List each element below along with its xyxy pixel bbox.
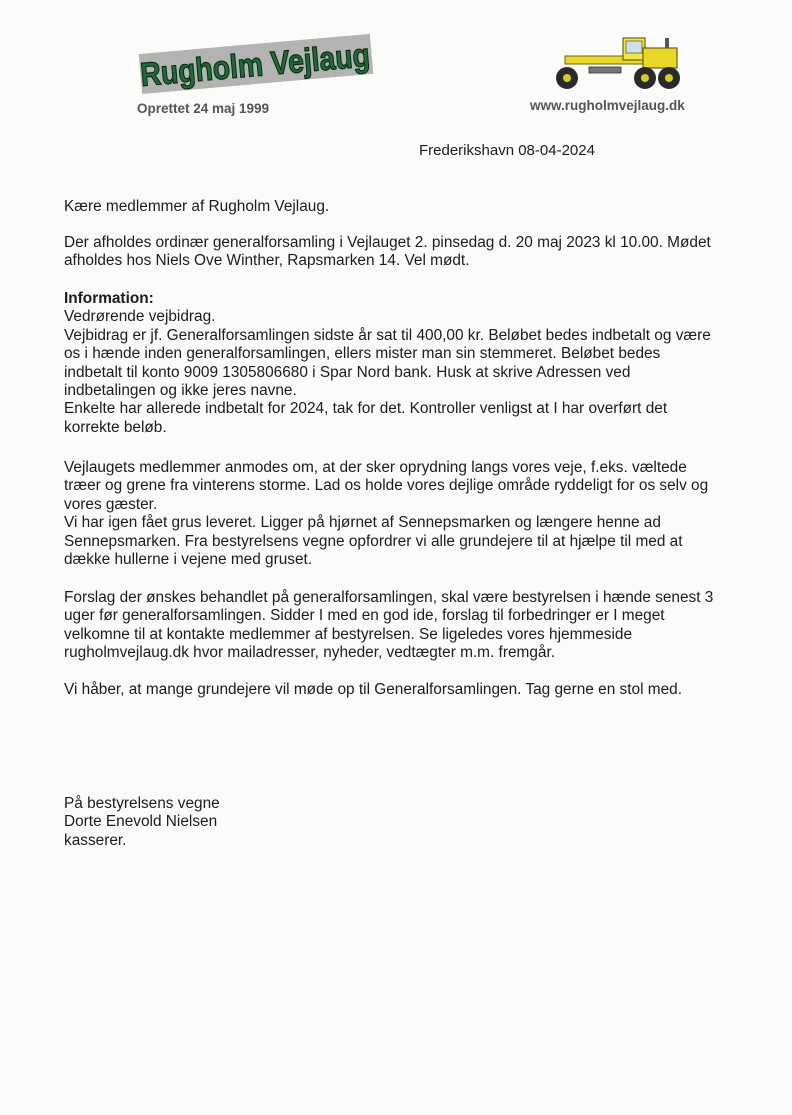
signature-line: På bestyrelsens vegne — [64, 795, 220, 812]
text-line: Vi håber, at mange grundejere vil møde op til Generalforsamlingen. Tag gerne en stol med. — [64, 681, 682, 698]
text-line: vores gæster. — [64, 495, 158, 513]
text-line: dække hullerne i vejene med gruset. — [64, 551, 313, 569]
salutation — [64, 198, 764, 216]
text-line: os i hænde inden generalforsamlingen, ellers mister man sin stemmeret. Beløbet bedes — [64, 345, 661, 363]
signature-block — [64, 795, 764, 850]
text-line: velkomne til at kontakte medlemmer af bestyrelsen. Se ligeledes vores hjemmeside — [64, 625, 633, 643]
signature-role: kasserer. — [64, 831, 127, 849]
text-line: indbetalingen og ikke jeres navne. — [64, 382, 297, 400]
paragraph-information — [64, 290, 764, 437]
text-line: Vejbidrag er jf. Generalforsamlingen sidste år sat til 400,00 kr. Beløbet bedes indbetalt og være — [64, 326, 711, 344]
founded-date: Oprettet 24 maj 1999 — [137, 101, 270, 116]
text-line: Enkelte har allerede indbetalt for 2024, tak for det. Kontroller venligst at I har overført det — [64, 400, 668, 418]
paragraph-closing — [64, 681, 764, 699]
text-line: Forslag der ønskes behandlet på generalforsamlingen, skal være bestyrelsen i hænde senest 3 — [64, 589, 714, 606]
place-date: Frederikshavn 08-04-2024 — [419, 142, 595, 159]
text-line: afholdes hos Niels Ove Winther, Rapsmarken 14. Vel mødt. — [64, 252, 470, 270]
text-line: uger før generalforsamlingen. Sidder I med en god ide, forslag til forbedringer er I meget — [64, 607, 665, 625]
salutation-text: Kære medlemmer af Rugholm Vejlaug. — [64, 198, 330, 215]
website-url: www.rugholmvejlaug.dk — [530, 98, 685, 113]
paragraph-meeting — [64, 234, 764, 271]
paragraph-cleanup — [64, 459, 764, 569]
text-line: Vejlaugets medlemmer anmodes om, at der sker oprydning langs vores veje, f.eks. væltede — [64, 459, 687, 476]
logo-wordmark — [132, 28, 409, 101]
text-line: Der afholdes ordinær generalforsamling i Vejlauget 2. pinsedag d. 20 maj 2023 kl 10.00. Mødet — [64, 234, 711, 251]
text-line: indbetalt til konto 9009 1305806680 i Spar Nord bank. Husk at skrive Adressen ved — [64, 363, 631, 381]
section-heading: Information: — [64, 290, 154, 307]
text-line: træer og grene fra vinterens storme. Lad os holde vores dejlige område ryddeligt for os selv og — [64, 477, 709, 495]
motor-grader-icon — [553, 34, 685, 92]
logo-text: Rugholm Vejlaug — [138, 32, 409, 93]
signature-name: Dorte Enevold Nielsen — [64, 813, 218, 831]
text-line: Vi har igen fået grus leveret. Ligger på hjørnet af Sennepsmarken og længere henne ad — [64, 514, 661, 532]
text-line: Vedrørende vejbidrag. — [64, 308, 216, 326]
text-line: Sennepsmarken. Fra bestyrelsens vegne opfordrer vi alle grundejere til at hjælpe til med at — [64, 532, 683, 550]
paragraph-proposals — [64, 589, 764, 663]
text-line: rugholmvejlaug.dk hvor mailadresser, nyheder, vedtægter m.m. fremgår. — [64, 644, 556, 662]
text-line: korrekte beløb. — [64, 418, 167, 436]
